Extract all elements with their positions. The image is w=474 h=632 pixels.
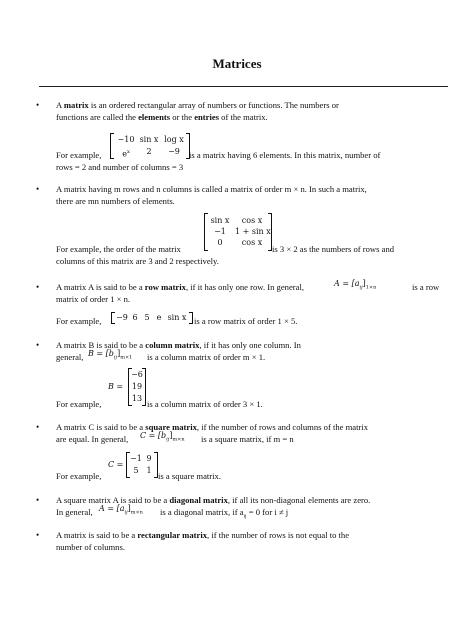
bullet1-example-line2: rows = 2 and number of columns = 3	[56, 162, 184, 172]
bullet4-example-text: is a column matrix of order 3 × 1.	[147, 399, 263, 409]
bullet4-line1: A matrix B is said to be a column matrix, if it has only one column. In	[56, 340, 301, 350]
bullet7-line2: number of columns.	[56, 542, 125, 552]
bullet4-example-prefix: For example,	[56, 399, 102, 409]
bullet5-line2-start: are equal. In general,	[56, 434, 129, 444]
title-divider	[39, 86, 448, 87]
example-square-matrix: −1 9 5 1	[126, 452, 158, 478]
bullet7-line1: A matrix is said to be a rectangular matrix, if the number of rows is not equal to the	[56, 530, 350, 540]
bullet2-example-prefix: For example, the order of the matrix	[56, 244, 181, 254]
bullet3-line1: A matrix A is said to be a row matrix, if it has only one row. In general,	[56, 282, 304, 292]
page-title: Matrices	[212, 56, 262, 71]
bullet6-line1: A square matrix A is said to be a diagonal matrix, if all its non-diagonal elements are zero.	[56, 495, 371, 505]
bullet1-example-text: is a matrix having 6 elements. In this matrix, number of	[189, 150, 381, 160]
column-matrix-label: B =	[108, 382, 124, 391]
bullet3-line1-end: is a row	[412, 282, 440, 292]
square-matrix-label: C =	[108, 460, 124, 469]
bullet2-line2: there are mn numbers of elements.	[56, 196, 175, 206]
bullet-marker: •	[36, 184, 40, 194]
bullet1-line2: functions are called the elements or the entries of the matrix.	[56, 112, 268, 122]
example-column-matrix: −6 19 13	[128, 368, 146, 406]
column-matrix-general-form: $B = [b_{ij}]_{m\times 1}$	[88, 349, 133, 361]
bullet-marker: •	[36, 530, 40, 540]
bullet-marker: •	[36, 100, 40, 110]
bullet6-line2-start: In general,	[56, 507, 93, 517]
bullet6-line2-end: is a diagonal matrix, if $a_{ij} = 0$ for i ≠ j	[160, 507, 289, 520]
bullet5-example-prefix: For example,	[56, 471, 102, 481]
row-matrix-general-form: $A = [a_{ij}]_{1\times n}$	[334, 279, 377, 291]
bullet-marker: •	[36, 340, 40, 350]
bullet5-line1: A matrix C is said to be a square matrix, if the number of rows and columns of the matrix	[56, 422, 369, 432]
bullet-marker: •	[36, 282, 40, 292]
bullet2-example-line2: columns of this matrix are 3 and 2 respectively.	[56, 256, 219, 266]
bullet3-example-text: is a row matrix of order 1 × 5.	[194, 316, 298, 326]
bullet1-line1: A matrix is an ordered rectangular array of numbers or functions. The numbers or	[56, 100, 339, 110]
bullet5-line2-end: is a square matrix, if m = n	[201, 434, 294, 444]
bullet-marker: •	[36, 422, 40, 432]
diagonal-matrix-general-form: $A = [a_{ij}]_{m\times n}$	[99, 504, 143, 516]
square-matrix-general-form: $C = [b_{ij}]_{m\times n}$	[140, 431, 185, 443]
bullet3-line2: matrix of order 1 × n.	[56, 294, 131, 304]
bullet3-example-prefix: For example,	[56, 316, 102, 326]
bullet-marker: •	[36, 495, 40, 505]
bullet2-example-text: is 3 × 2 as the numbers of rows and	[272, 244, 395, 254]
bullet4-line2-end: is a column matrix of order m × 1.	[147, 352, 266, 362]
example-matrix-2x3: −10 sin x log x $e^x$ 2 −9	[110, 133, 190, 159]
example-row-matrix: −9 6 5 e sin x	[111, 312, 193, 324]
bullet4-line2-start: general,	[56, 352, 84, 362]
bullet1-example-prefix: For example,	[56, 150, 102, 160]
bullet2-line1: A matrix having m rows and n columns is called a matrix of order m × n. In such a matrix,	[56, 184, 367, 194]
bullet5-example-text: is a square matrix.	[158, 471, 222, 481]
example-matrix-3x2: sin x cos x −1 1 + sin x 0 cos x	[204, 213, 272, 251]
